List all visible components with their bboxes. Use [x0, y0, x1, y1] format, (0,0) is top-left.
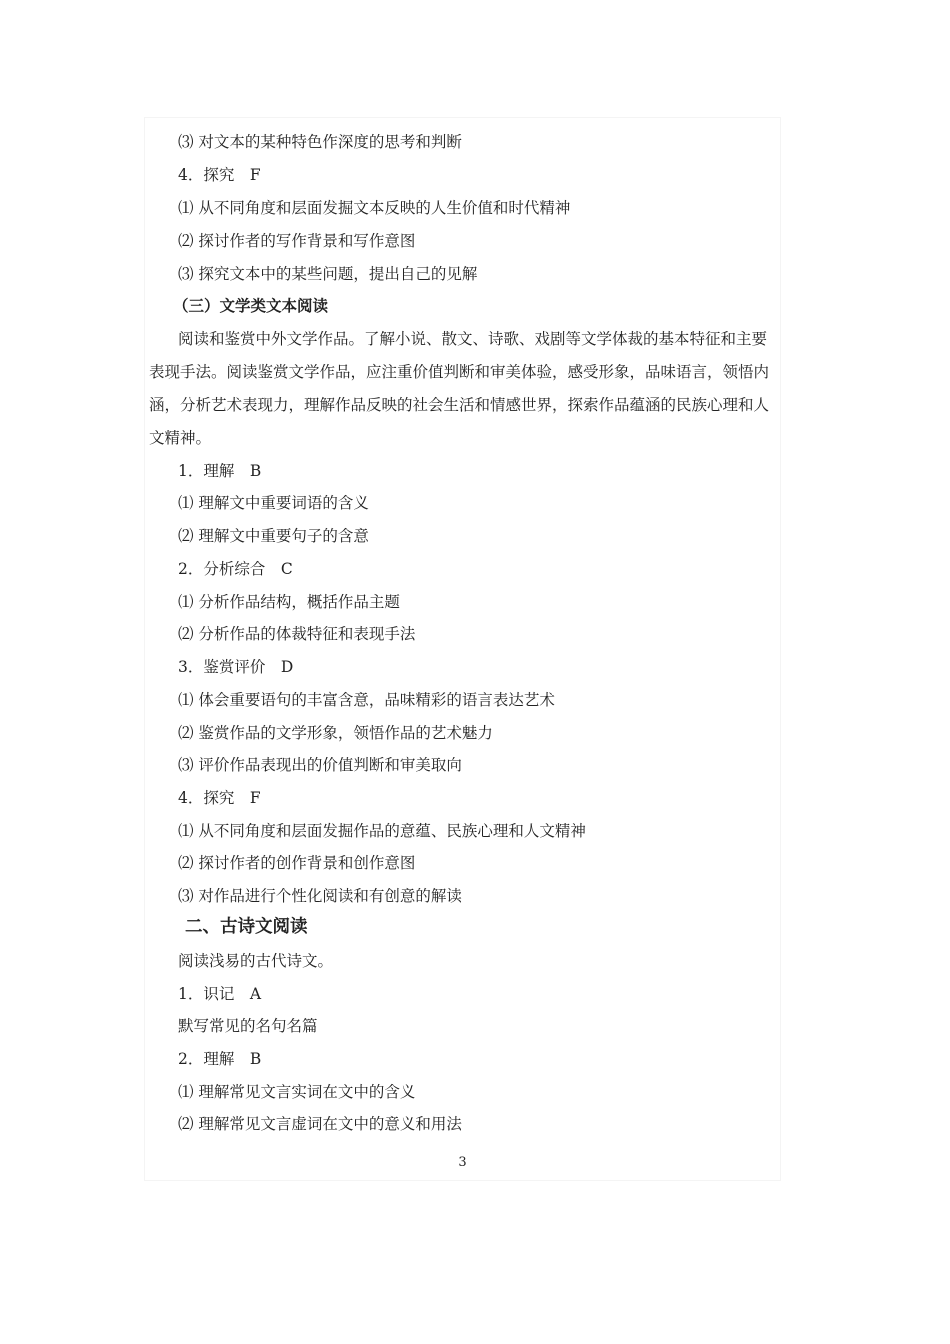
- list-item: ⑴ 理解常见文言实词在文中的含义: [178, 1083, 416, 1101]
- list-item: 默写常见的名句名篇: [178, 1017, 318, 1035]
- paragraph-line: 表现手法。阅读鉴赏文学作品，应注重价值判断和审美体验，感受形象，品味语言，领悟内: [149, 363, 770, 381]
- paragraph-line: 阅读和鉴赏中外文学作品。了解小说、散文、诗歌、戏剧等文学体裁的基本特征和主要: [178, 330, 768, 348]
- document-page: [145, 118, 780, 1180]
- list-heading: 1．理解 B: [178, 462, 262, 480]
- page-number: 3: [458, 1155, 467, 1170]
- list-item: ⑵ 探讨作者的写作背景和写作意图: [178, 232, 416, 250]
- list-item: ⑵ 探讨作者的创作背景和创作意图: [178, 854, 416, 872]
- list-item: ⑵ 鉴赏作品的文学形象，领悟作品的艺术魅力: [178, 724, 493, 742]
- list-item: ⑵ 理解文中重要句子的含意: [178, 527, 369, 545]
- list-heading: 1．识记 A: [178, 985, 262, 1003]
- list-item: ⑵ 分析作品的体裁特征和表现手法: [178, 625, 416, 643]
- list-item: ⑴ 从不同角度和层面发掘文本反映的人生价值和时代精神: [178, 199, 571, 217]
- list-item: ⑴ 分析作品结构，概括作品主题: [178, 593, 400, 611]
- chapter-heading: 二、古诗文阅读: [185, 917, 308, 937]
- list-item: ⑶ 探究文本中的某些问题，提出自己的见解: [178, 265, 478, 283]
- list-heading: 4．探究 F: [178, 166, 261, 184]
- list-heading: 2．分析综合 C: [178, 560, 293, 578]
- list-item: ⑶ 对文本的某种特色作深度的思考和判断: [178, 133, 462, 151]
- list-item: ⑴ 理解文中重要词语的含义: [178, 494, 369, 512]
- list-heading: 2．理解 B: [178, 1050, 262, 1068]
- section-heading: （三）文学类文本阅读: [173, 296, 329, 315]
- list-heading: 3．鉴赏评价 D: [178, 658, 294, 676]
- list-item: ⑴ 从不同角度和层面发掘作品的意蕴、民族心理和人文精神: [178, 822, 586, 840]
- paragraph-line: 文精神。: [149, 429, 212, 447]
- paragraph-line: 涵，分析艺术表现力，理解作品反映的社会生活和情感世界，探索作品蕴涵的民族心理和人: [149, 396, 770, 414]
- paragraph-line: 阅读浅易的古代诗文。: [178, 952, 334, 970]
- list-item: ⑴ 体会重要语句的丰富含意，品味精彩的语言表达艺术: [178, 691, 555, 709]
- list-item: ⑶ 对作品进行个性化阅读和有创意的解读: [178, 887, 462, 905]
- list-item: ⑵ 理解常见文言虚词在文中的意义和用法: [178, 1115, 462, 1133]
- list-heading: 4．探究 F: [178, 789, 261, 807]
- list-item: ⑶ 评价作品表现出的价值判断和审美取向: [178, 756, 462, 774]
